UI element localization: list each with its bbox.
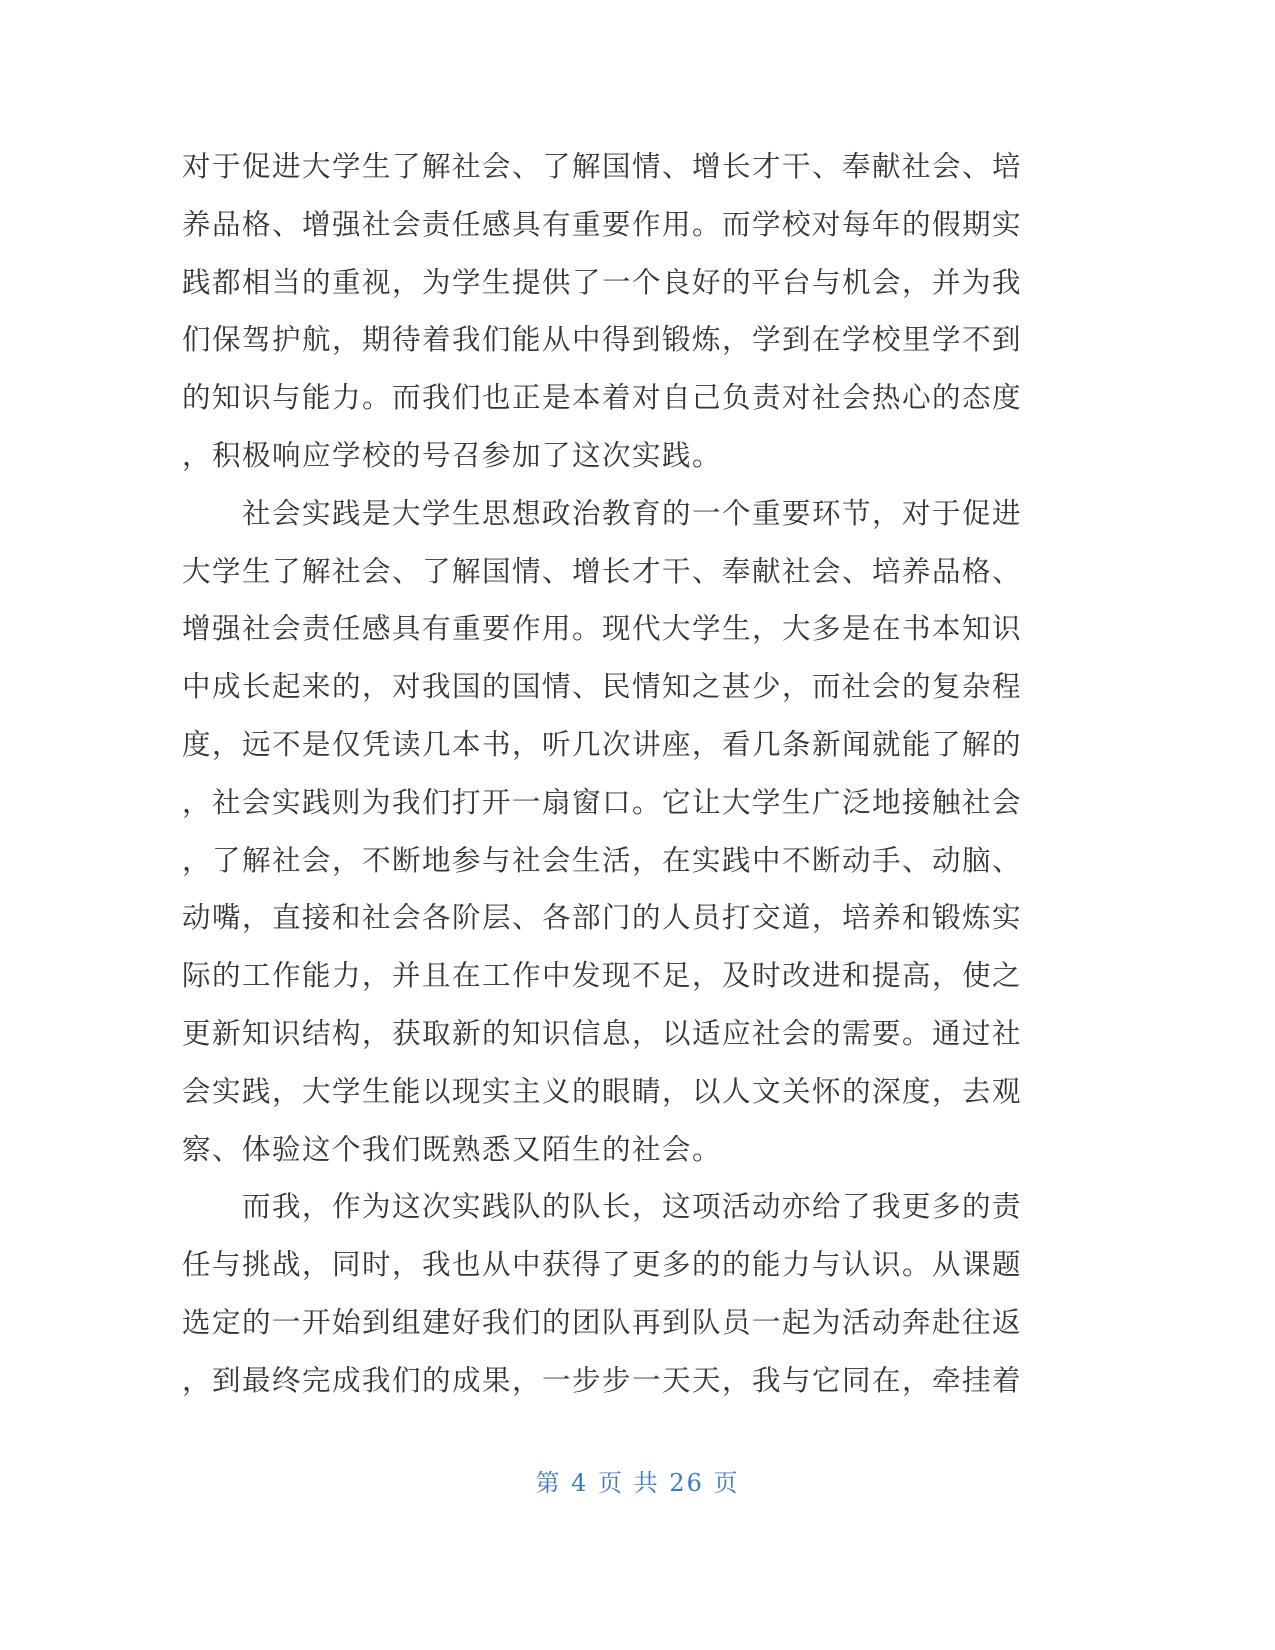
paragraph-3 <box>182 1178 1023 1409</box>
text-line: ，积极响应学校的号召参加了这次实践。 <box>182 438 723 472</box>
text-line: 任与挑战，同时，我也从中获得了更多的的能力与认识。从课题 <box>182 1248 1023 1282</box>
text-line: 对于促进大学生了解社会、了解国情、增长才干、奉献社会、培 <box>182 150 1023 183</box>
text-line: 更新知识结构，获取新的知识信息，以适应社会的需要。通过社 <box>182 1016 1023 1050</box>
text-line: ，到最终完成我们的成果，一步步一天天，我与它同在，牵挂着 <box>182 1363 1023 1397</box>
text-line: 选定的一开始到组建好我们的团队再到队员一起为活动奔赴往返 <box>182 1305 1023 1339</box>
text-line: ，了解社会，不断地参与社会生活，在实践中不断动手、动脑、 <box>182 843 1023 877</box>
text-line: 而我，作为这次实践队的队长，这项活动亦给了我更多的责 <box>242 1190 1023 1224</box>
paragraph-1 <box>182 138 1023 485</box>
text-line: 社会实践是大学生思想政治教育的一个重要环节，对于促进 <box>242 496 1023 530</box>
text-line: 中成长起来的，对我国的国情、民情知之甚少，而社会的复杂程 <box>182 670 1023 704</box>
text-line: 察、体验这个我们既熟悉又陌生的社会。 <box>182 1132 723 1166</box>
text-line: 际的工作能力，并且在工作中发现不足，及时改进和提高，使之 <box>182 959 1023 993</box>
text-line: 养品格、增强社会责任感具有重要作用。而学校对每年的假期实 <box>182 207 1023 241</box>
text-line: 会实践，大学生能以现实主义的眼睛，以人文关怀的深度，去观 <box>182 1074 1023 1108</box>
text-line: 践都相当的重视，为学生提供了一个良好的平台与机会，并为我 <box>182 265 1023 299</box>
text-line: 们保驾护航，期待着我们能从中得到锻炼，学到在学校里学不到 <box>182 323 1023 357</box>
text-line: ，社会实践则为我们打开一扇窗口。它让大学生广泛地接触社会 <box>182 785 1023 819</box>
document-body <box>182 138 1023 1410</box>
paragraph-2 <box>182 485 1023 1179</box>
text-line: 动嘴，直接和社会各阶层、各部门的人员打交道，培养和锻炼实 <box>182 901 1023 935</box>
page-number-footer: 第 4 页 共 26 页 <box>535 1469 740 1497</box>
text-line: 的知识与能力。而我们也正是本着对自己负责对社会热心的态度 <box>182 381 1023 415</box>
text-line: 大学生了解社会、了解国情、增长才干、奉献社会、培养品格、 <box>182 554 1023 588</box>
text-line: 度，远不是仅凭读几本书，听几次讲座，看几条新闻就能了解的 <box>182 727 1023 761</box>
text-line: 增强社会责任感具有重要作用。现代大学生，大多是在书本知识 <box>182 612 1023 646</box>
